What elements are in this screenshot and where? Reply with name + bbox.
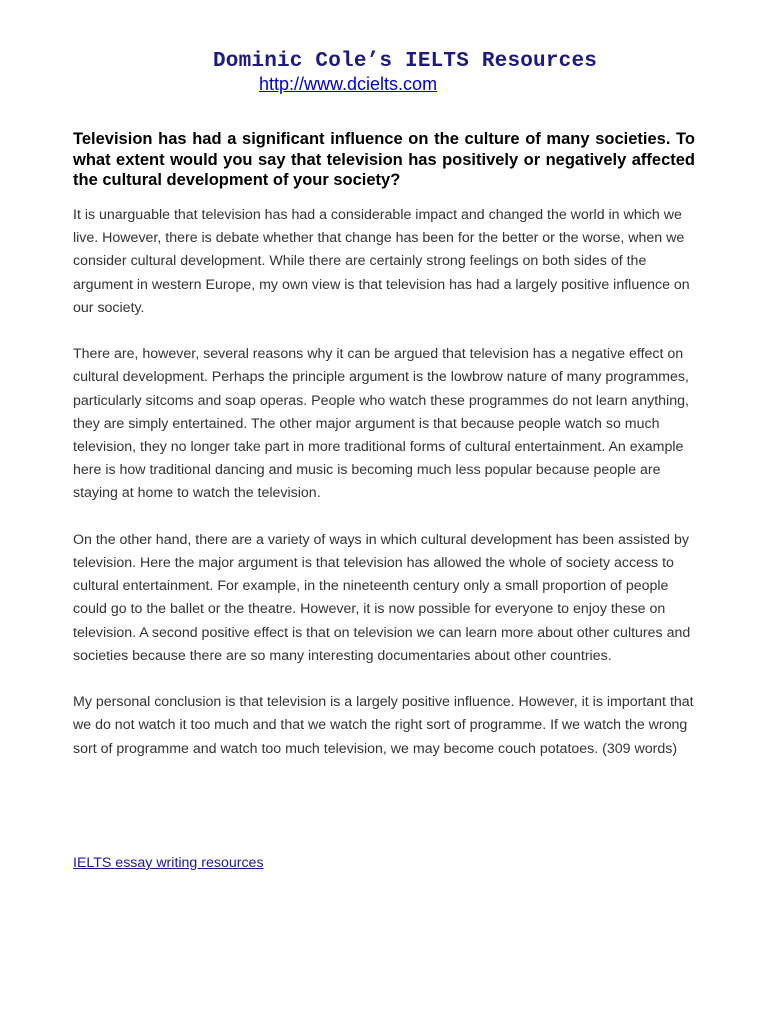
site-title: Dominic Cole’s IELTS Resources <box>213 50 598 73</box>
paragraph-conclusion: My personal conclusion is that television is a largely positive influence. However, it is important that we do not watch it too much and that we watch the right sort of programme. If we watch the wrong sort of programme and watch too much television, we may become couch potatoes. (309 words) <box>73 694 694 757</box>
essay-body <box>73 204 695 784</box>
paragraph-negative: There are, however, several reasons why it can be argued that television has a negative effect on cultural development. Perhaps the principle argument is the lowbrow nature of many programmes, particularly sitcoms and soap operas. People who watch these programmes do not learn anything, they are simply entertained. The other major argument is that because people watch so much television, they no longer take part in more traditional forms of cultural entertainment. An example here is how traditional dancing and music is becoming much less popular because people are staying at home to watch the television. <box>73 346 689 502</box>
paragraph-positive: On the other hand, there are a variety of ways in which cultural development has been assisted by television. Here the major argument is that television has allowed the whole of society access to cultural entertainment. For example, in the nineteenth century only a small proportion of people could go to the ballet or the theatre. However, it is now possible for everyone to enjoy these on television. A second positive effect is that on television we can learn more about other cultures and societies because there are so many interesting documentaries about other countries. <box>73 531 691 664</box>
paragraph-introduction: It is unarguable that television has had a considerable impact and changed the world in which we live. However, there is debate whether that change has been for the better or the worse, when we consider cultural development. While there are certainly strong feelings on both sides of the argument in western Europe, my own view is that television has had a largely positive influence on our society. <box>73 207 690 316</box>
essay-question: Television has had a significant influence on the culture of many societies. To what extent would you say that television has positively or negatively affected the cultural development of your society? <box>73 130 695 189</box>
essay-resources-link[interactable]: IELTS essay writing resources <box>73 855 264 871</box>
site-url-link[interactable]: http://www.dcielts.com <box>259 74 438 94</box>
